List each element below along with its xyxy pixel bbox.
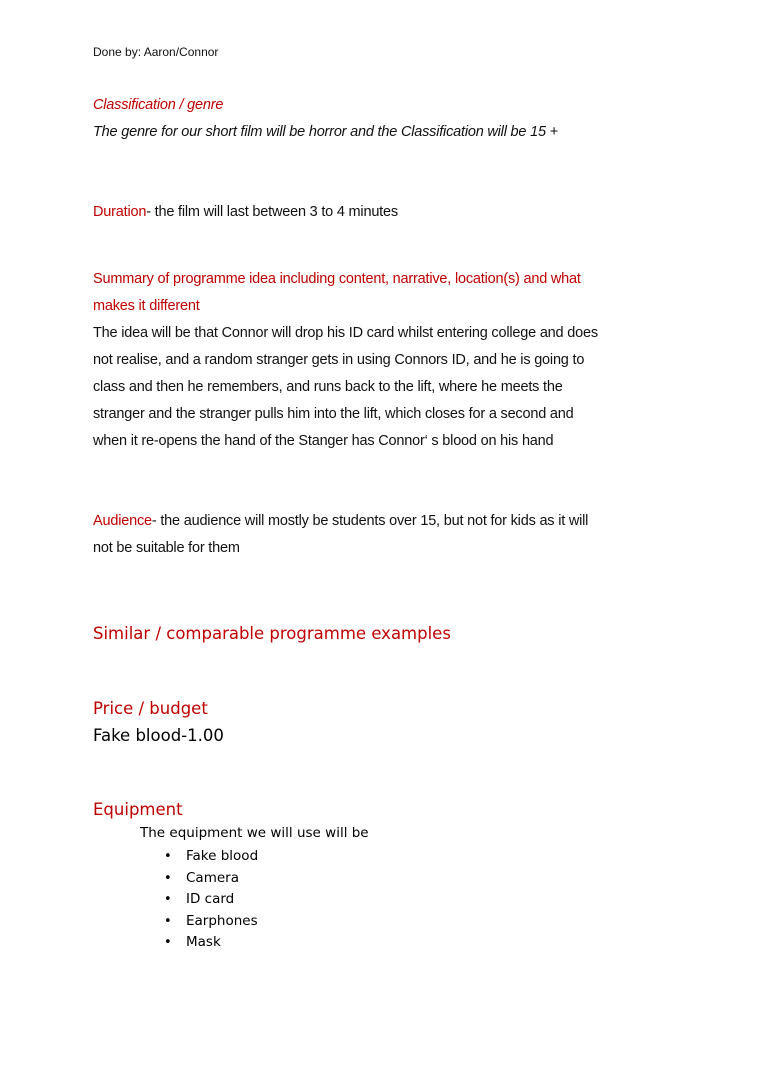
summary-body-line: stranger and the stranger pulls him into the lift, which closes for a second and	[93, 406, 574, 422]
classification-heading: Classification / genre	[93, 97, 224, 113]
summary-body-line: not realise, and a random stranger gets in using Connors ID, and he is going to	[93, 352, 585, 368]
audience-label: Audience	[93, 513, 152, 529]
classification-text: The genre for our short film will be horror and the Classification will be 15 +	[93, 124, 558, 140]
audience-section	[93, 508, 683, 562]
summary-body-line: The idea will be that Connor will drop his ID card whilst entering college and does	[93, 325, 598, 341]
similar-heading: Similar / comparable programme examples	[93, 624, 451, 643]
budget-heading: Price / budget	[93, 699, 208, 718]
list-item: • ID card	[140, 889, 258, 911]
summary-heading-line: Summary of programme idea including content, narrative, location(s) and what	[93, 271, 581, 287]
equipment-list	[140, 846, 258, 954]
summary-body-line: class and then he remembers, and runs back to the lift, where he meets the	[93, 379, 563, 395]
equipment-heading: Equipment	[93, 800, 183, 819]
audience-line-2: not be suitable for them	[93, 540, 240, 556]
summary-heading-line: makes it different	[93, 298, 200, 314]
audience-line	[93, 508, 683, 535]
list-item: • Fake blood	[140, 846, 258, 868]
bullet-icon: •	[164, 892, 172, 907]
bullet-icon: •	[164, 935, 172, 950]
audience-text: - the audience will mostly be students over 15, but not for kids as it will	[151, 513, 589, 529]
bullet-icon: •	[164, 870, 172, 886]
duration-text: - the film will last between 3 to 4 minutes	[146, 204, 398, 220]
duration-line	[93, 204, 398, 220]
author-line: Done by: Aaron/Connor	[93, 45, 219, 59]
summary-section	[93, 266, 683, 455]
duration-label: Duration	[93, 204, 147, 220]
bullet-icon: •	[164, 913, 172, 929]
equipment-intro: The equipment we will use will be	[140, 825, 369, 841]
list-item: • Mask	[140, 932, 258, 954]
summary-body-line: when it re-opens the hand of the Stanger has Connor‘ s blood on his hand	[93, 433, 554, 449]
list-item: • Camera	[140, 868, 258, 890]
list-item: • Earphones	[140, 911, 258, 933]
bullet-icon: •	[164, 849, 172, 864]
budget-item: Fake blood-1.00	[93, 726, 224, 745]
